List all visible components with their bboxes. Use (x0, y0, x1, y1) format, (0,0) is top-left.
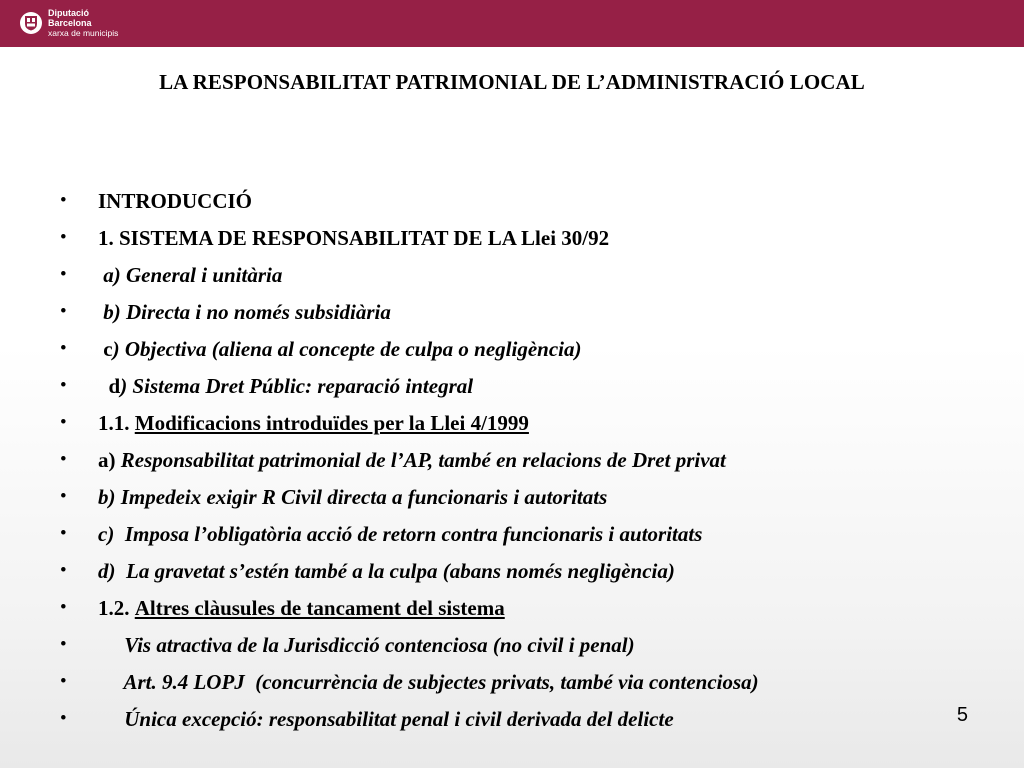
bullet-icon: • (60, 708, 67, 729)
bullet-icon: • (60, 486, 67, 507)
logo-line-3: xarxa de municipis (48, 28, 119, 38)
bullet-icon: • (60, 190, 67, 211)
item-text: 1. SISTEMA DE RESPONSABILITAT DE LA Llei 30/92 (98, 226, 610, 250)
slide-title: LA RESPONSABILITAT PATRIMONIAL DE L’ADMINISTRACIÓ LOCAL (159, 70, 865, 94)
item-number: 1.2. (98, 596, 135, 620)
bullet-icon: • (60, 634, 67, 655)
item-text: b) Directa i no només subsidiària (98, 300, 391, 324)
list-item (60, 480, 960, 517)
item-text: a) General i unitària (98, 263, 283, 287)
item-letter: d (98, 374, 121, 398)
logo-line-1: Diputació (48, 8, 90, 18)
header-bar (0, 0, 1024, 47)
list-item (60, 443, 960, 480)
item-text: Única excepció: responsabilitat penal i civil derivada del delicte (98, 707, 674, 731)
item-text: Art. 9.4 LOPJ (concurrència de subjectes privats, també via contenciosa) (98, 670, 759, 694)
list-item (60, 554, 960, 591)
page-number: 5 (956, 704, 968, 726)
item-text: Responsabilitat patrimonial de l’AP, també en relacions de Dret privat (120, 448, 726, 472)
list-item (60, 591, 960, 628)
logo-line-2: Barcelona (48, 18, 92, 28)
item-text: Vis atractiva de la Jurisdicció contenciosa (no civil i penal) (98, 633, 635, 657)
list-item (60, 258, 960, 295)
bullet-icon: • (60, 338, 67, 359)
bullet-icon: • (60, 671, 67, 692)
bullet-icon: • (60, 264, 67, 285)
item-text: Modificacions introduïdes per la Llei 4/1999 (134, 411, 529, 435)
item-text: Altres clàusules de tancament del sistema (134, 596, 505, 620)
list-item (60, 332, 960, 369)
item-text: ) Objectiva (aliena al concepte de culpa o negligència) (112, 337, 582, 361)
item-letter: c (103, 337, 113, 361)
list-item (60, 665, 960, 702)
list-item (60, 517, 960, 554)
item-text: INTRODUCCIÓ (98, 189, 253, 213)
list-item (60, 295, 960, 332)
bullet-icon: • (60, 523, 67, 544)
bullet-icon: • (60, 301, 67, 322)
bullet-icon: • (60, 227, 67, 248)
list-item (60, 406, 960, 443)
bullet-icon: • (60, 597, 67, 618)
diputacio-logo (20, 7, 118, 39)
item-text: ) Sistema Dret Públic: reparació integral (120, 374, 474, 398)
bullet-icon: • (60, 412, 67, 433)
list-item (60, 369, 960, 406)
list-item (60, 184, 960, 221)
bullet-icon: • (60, 449, 67, 470)
list-item (60, 221, 960, 258)
bullet-icon: • (60, 375, 67, 396)
list-item (60, 702, 960, 739)
list-item (60, 628, 960, 665)
bullet-icon: • (60, 560, 67, 581)
bullet-list (60, 184, 960, 739)
item-number: 1.1. (98, 411, 135, 435)
item-letter: a) (98, 448, 121, 472)
item-text: b) Impedeix exigir R Civil directa a funcionaris i autoritats (98, 485, 608, 509)
crest-icon (20, 12, 42, 34)
item-text: c) Imposa l’obligatòria acció de retorn contra funcionaris i autoritats (98, 522, 703, 546)
item-text: d) La gravetat s’estén també a la culpa (abans només negligència) (98, 559, 675, 583)
